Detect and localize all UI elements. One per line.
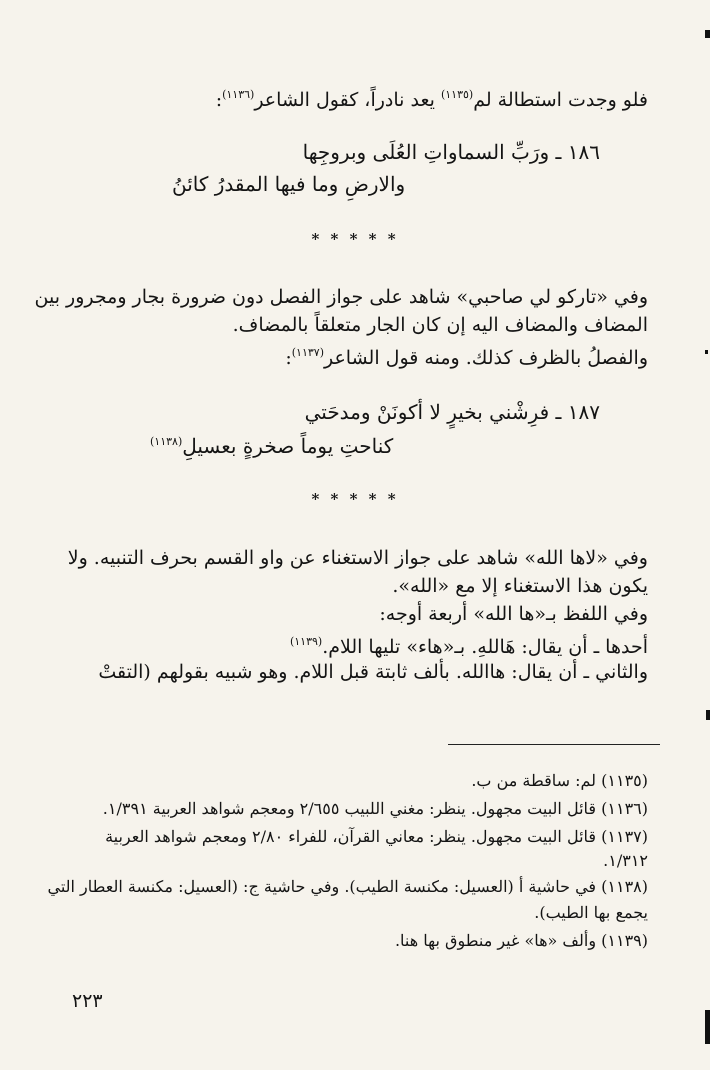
text-run: كناحتِ يوماً صخرةٍ بعسيلِ <box>182 434 394 458</box>
text-run: : <box>285 347 292 369</box>
footnote: (١١٣٨) في حاشية أ (العسيل: مكنسة الطيب). وفي حاشية ج: (العسيل: مكنسة العطار التي <box>47 877 648 896</box>
page-number: ٢٢٣ <box>72 990 103 1012</box>
paragraph-line: وفي «لاها الله» شاهد على جواز الاستغناء عن واو القسم بحرف التنبيه. ولا <box>67 547 648 569</box>
verse-187-line-1: ١٨٧ ـ فرِشْني بخيرٍ لا أكونَنْ ومدحَتي <box>304 400 600 424</box>
footnote-ref: (١١٣٥) <box>440 88 474 101</box>
footnote-ref: (١١٣٨) <box>150 435 183 448</box>
paragraph-line: وفي اللفظ بـ«ها الله» أربعة أوجه: <box>379 603 648 625</box>
footnote-divider <box>448 744 660 745</box>
text-run: يعد نادراً، كقول الشاعر <box>254 89 441 111</box>
footnote-ref: (١١٣٦) <box>222 88 255 101</box>
footnote: (١١٣٦) قائل البيت مجهول. ينظر: مغني اللبيب ٢/٦٥٥ ومعجم شواهد العربية ١/٣٩١. <box>102 799 648 818</box>
text-run: أحدها ـ أن يقال: هَاللهِ. بـ«هاء» تليها اللام. <box>322 636 648 658</box>
footnote: (١١٣٧) قائل البيت مجهول. ينظر: معاني القرآن، للفراء ٢/٨٠ ومعجم شواهد العربية <box>105 827 648 846</box>
section-separator: * * * * * <box>311 230 399 248</box>
verse-186-line-2: والارضِ وما فيها المقدرُ كائنُ <box>172 172 406 196</box>
verse-186-line-1: ١٨٦ ـ ورَبِّ السماواتِ العُلَى وبروجِها <box>302 140 600 164</box>
scan-mark <box>705 30 710 38</box>
scan-mark <box>705 1010 710 1044</box>
footnote: (١١٣٥) لم: ساقطة من ب. <box>471 771 648 790</box>
paragraph-line <box>50 629 648 660</box>
footnote-ref: (١١٣٩) <box>289 635 323 648</box>
text-run: : <box>215 89 223 111</box>
text-run: فلو وجدت استطالة لم <box>473 89 648 111</box>
scan-mark <box>705 350 708 354</box>
paragraph-line: والثاني ـ أن يقال: هاالله. بألف ثابتة قبل اللام. وهو شبيه بقولهم (التقتْ <box>98 661 648 683</box>
footnote-ref: (١١٣٧) <box>291 346 324 359</box>
paragraph-line: يكون هذا الاستغناء إلا مع «الله». <box>392 575 648 597</box>
paragraph-line: وفي «تاركو لي صاحبي» شاهد على جواز الفصل دون ضرورة بجار ومجرور بين <box>34 286 648 308</box>
footnote: (١١٣٩) وألف «ها» غير منطوق بها هنا. <box>394 931 648 950</box>
footnote-continuation: ١/٣١٢. <box>603 851 648 870</box>
section-separator: * * * * * <box>311 490 399 508</box>
paragraph-line: المضاف والمضاف اليه إن كان الجار متعلقاً بالمضاف. <box>232 314 648 336</box>
scan-mark <box>706 710 710 720</box>
verse-187-line-2 <box>150 428 393 460</box>
text-run: والفصلُ بالظرف كذلك. ومنه قول الشاعر <box>323 347 648 369</box>
paragraph-line <box>50 340 648 371</box>
paragraph-line <box>50 82 648 113</box>
footnote-continuation: يجمع بها الطيب). <box>534 903 648 922</box>
